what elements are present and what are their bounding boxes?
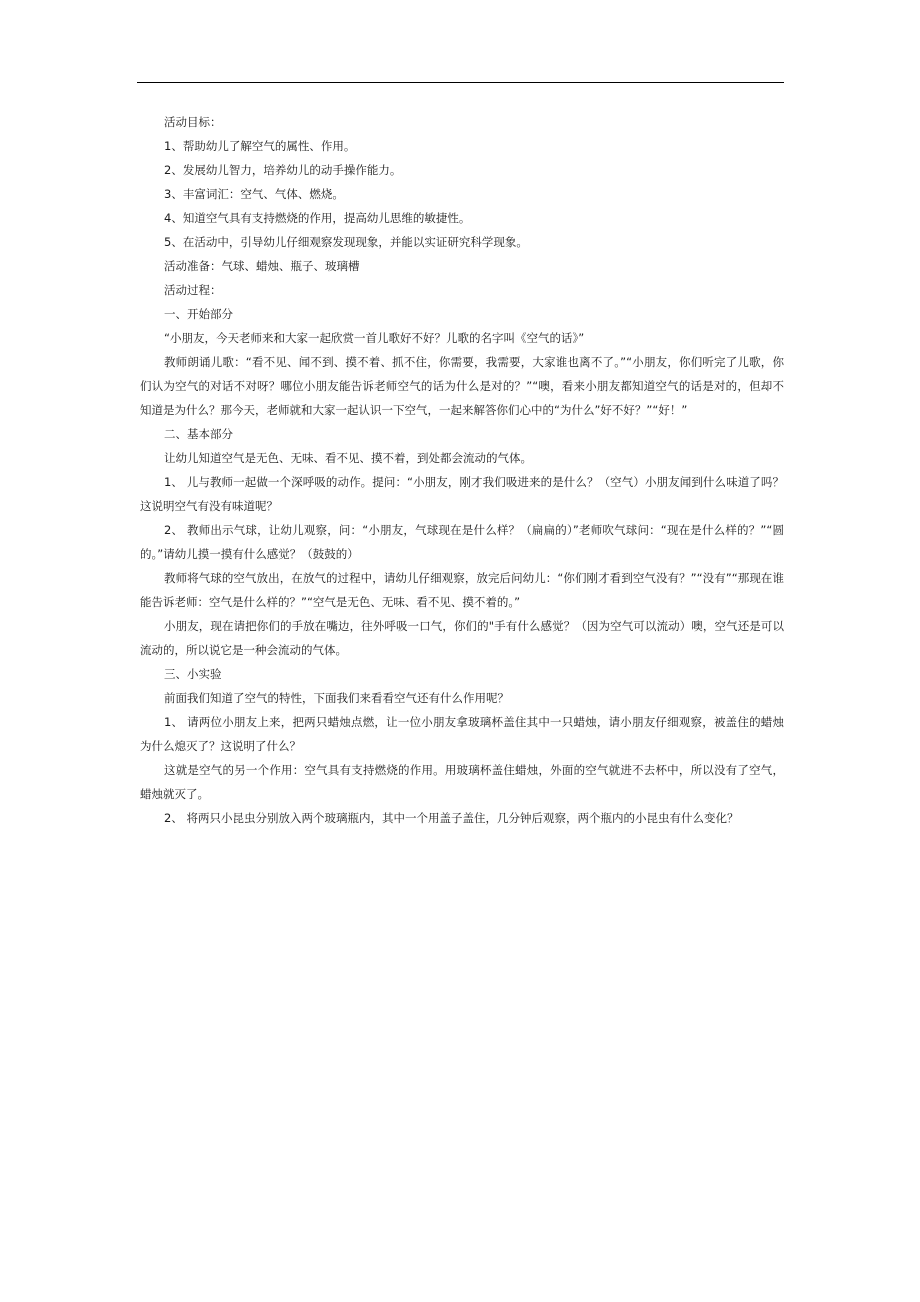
paragraph-goal-5: 5、在活动中，引导幼儿仔细观察发现现象，并能以实证研究科学现象。 <box>164 235 528 249</box>
paragraph-goal-1: 1、帮助幼儿了解空气的属性、作用。 <box>164 139 356 153</box>
paragraph-teacher-recite: 教师朗诵儿歌：“看不见、闻不到、摸不着、抓不住，你需要，我需要，大家谁也离不了。”“小朋友，你们听完了儿歌，你们认为空气的对话不对呀？哪位小朋友能告诉老师空气的话为什么是对的？”“噢，看来小朋友都知道空气的话是对的，但却不知道是为什么？那今天，老师就和大家一起认识一下空气，一起来解答你们心中的“为什么”好不好？”“好！” <box>140 355 784 417</box>
paragraph-experiment-2: 2、 将两只小昆虫分别放入两个玻璃瓶内，其中一个用盖子盖住，几分钟后观察，两个瓶内的小昆虫有什么变化？ <box>164 811 739 825</box>
paragraph-goal-3: 3、丰富词汇：空气、气体、燃烧。 <box>164 187 344 201</box>
paragraph-balloon-release: 教师将气球的空气放出，在放气的过程中，请幼儿仔细观察，放完后问幼儿：“你们刚才看到空气没有？”“没有”“那现在谁能告诉老师：空气是什么样的？”“空气是无色、无味、看不见、摸不着的。” <box>140 571 784 609</box>
paragraph-goal-2: 2、发展幼儿智力，培养幼儿的动手操作能力。 <box>164 163 402 177</box>
paragraph-experiment-explain: 这就是空气的另一个作用：空气具有支持燃烧的作用。用玻璃杯盖住蜡烛，外面的空气就进不去杯中，所以没有了空气，蜡烛就灭了。 <box>140 763 784 801</box>
paragraph-step-1: 1、 儿与教师一起做一个深呼吸的动作。提问：“小朋友，刚才我们吸进来的是什么？（空气）小朋友闻到什么味道了吗？这说明空气有没有味道呢？ <box>140 475 784 513</box>
paragraph-step-2: 2、 教师出示气球，让幼儿观察，问：“小朋友，气球现在是什么样？（扁扁的）”老师吹气球问：“现在是什么样的？”“圆的。”请幼儿摸一摸有什么感觉？（鼓鼓的） <box>140 523 784 561</box>
paragraph-experiment-intro: 前面我们知道了空气的特性，下面我们来看看空气还有什么作用呢？ <box>164 691 509 705</box>
section-heading-experiment: 三、小实验 <box>164 667 222 681</box>
paragraph-goal-4: 4、知道空气具有支持燃烧的作用，提高幼儿思维的敏捷性。 <box>164 211 471 225</box>
paragraph-basic-goal: 让幼儿知道空气是无色、无味、看不见、摸不着，到处都会流动的气体。 <box>164 451 532 465</box>
paragraph-intro-quote: “小朋友，今天老师来和大家一起欣赏一首儿歌好不好？儿歌的名字叫《空气的话》” <box>164 331 585 345</box>
section-heading-basic: 二、基本部分 <box>164 427 233 441</box>
paragraph-experiment-1: 1、 请两位小朋友上来，把两只蜡烛点燃，让一位小朋友拿玻璃杯盖住其中一只蜡烛，请小朋友仔细观察，被盖住的蜡烛为什么熄灭了？这说明了什么？ <box>140 715 784 753</box>
paragraph-preparation: 活动准备：气球、蜡烛、瓶子、玻璃槽 <box>164 259 360 273</box>
paragraph-breath: 小朋友，现在请把你们的手放在嘴边，往外呼吸一口气，你们的"手有什么感觉？（因为空气可以流动）噢，空气还是可以流动的，所以说它是一种会流动的气体。 <box>140 619 784 657</box>
paragraph-goals-heading: 活动目标： <box>164 115 222 129</box>
header-rule <box>137 82 784 83</box>
paragraph-process-heading: 活动过程： <box>164 283 222 297</box>
document-body <box>140 110 784 830</box>
section-heading-start: 一、开始部分 <box>164 307 233 321</box>
